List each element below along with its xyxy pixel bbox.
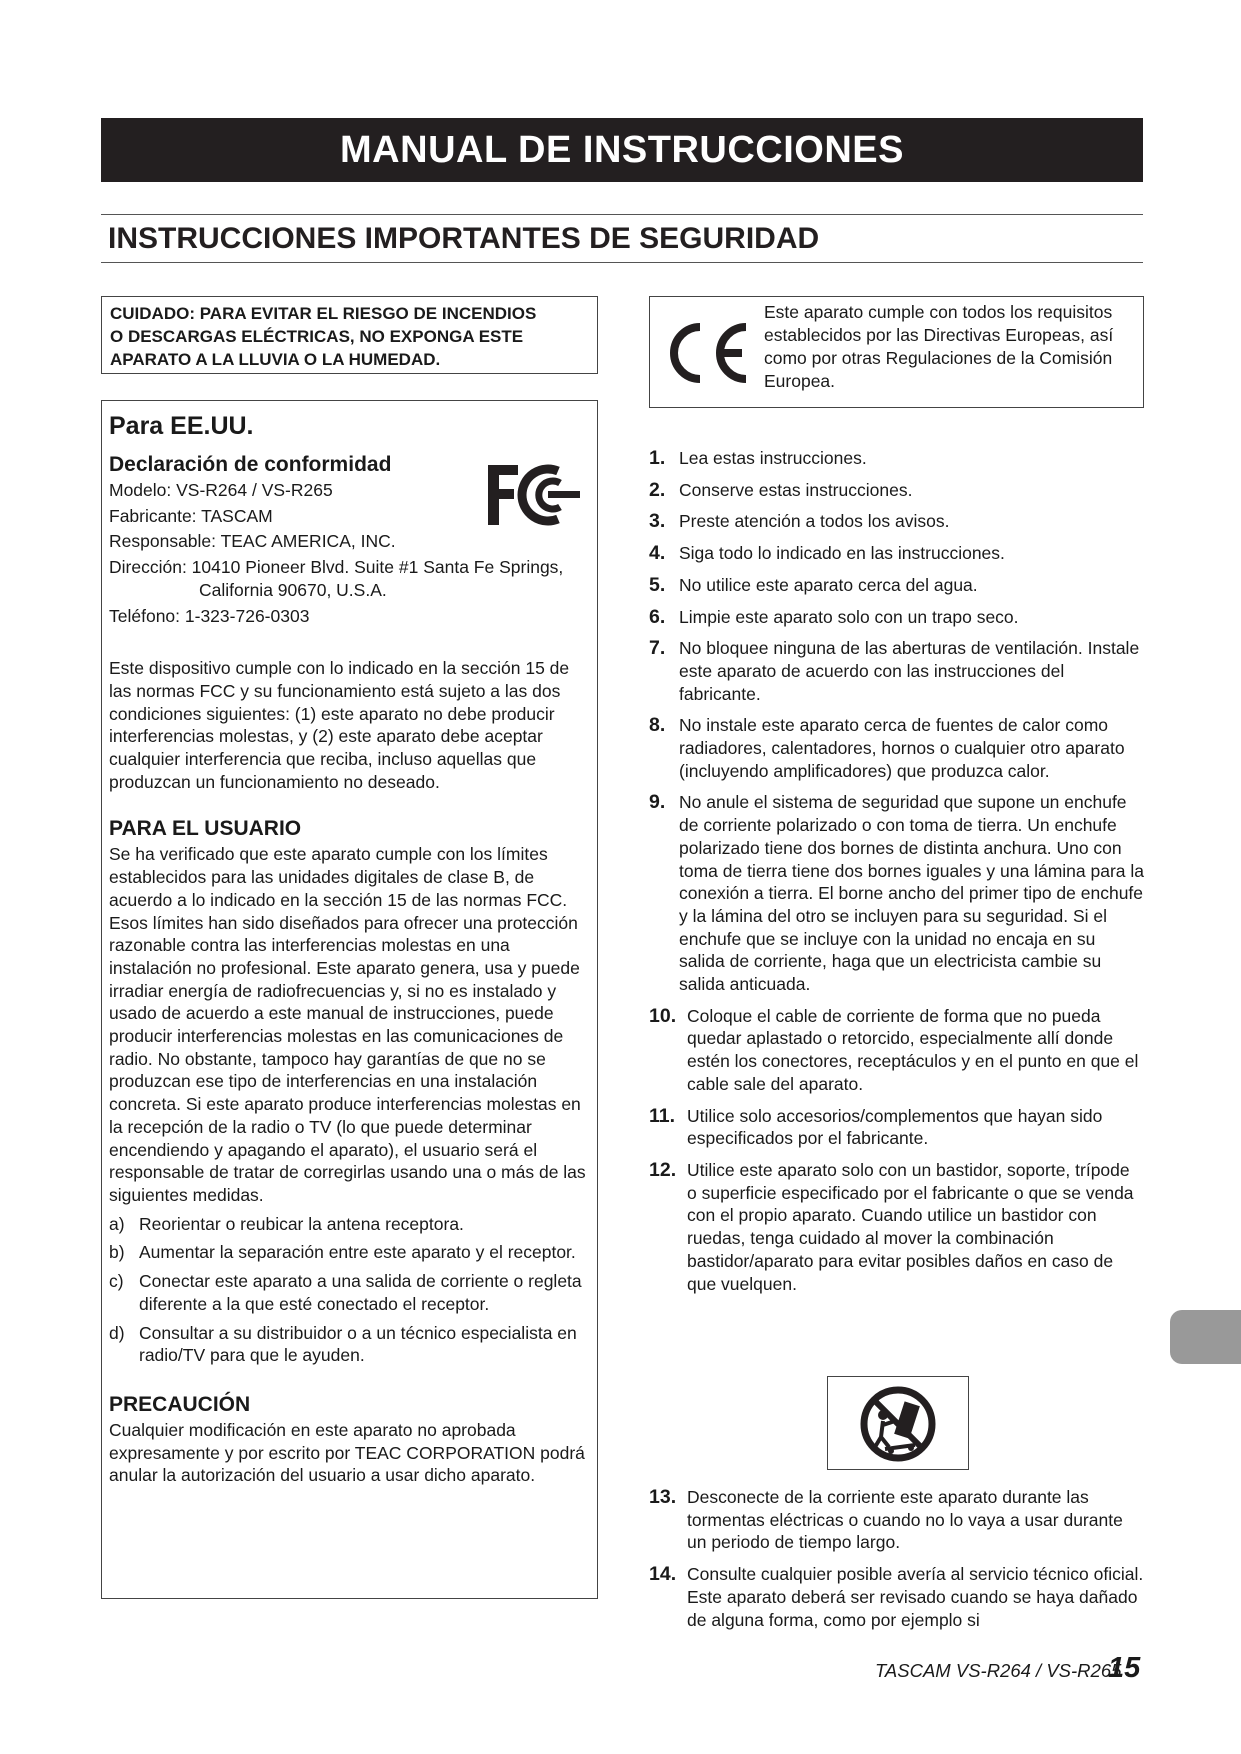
list-item [649,574,1144,597]
manual-title-banner [101,118,1143,182]
list-item [649,1563,1144,1631]
item-number: 5. [649,573,666,596]
item-number: 11. [649,1104,676,1127]
list-item [649,714,1144,782]
list-item [649,447,1144,470]
manual-title: MANUAL DE INSTRUCCIONES [340,128,904,171]
ce-compliance-text: Este aparato cumple con todos los requisitos establecidos por las Directivas Europeas, así como por otras Regulaciones de la Comisión Europea. [764,302,1114,391]
user-paragraph: Se ha verificado que este aparato cumple con los límites establecidos para las unidades digitales de clase B, de acuerdo a lo indicado en la sección 15 de las normas FCC. Esos límites han sido diseñados para ofrecer una protección razonable contra las interferencias molestas en una instalación no profesional. Este aparato genera, usa y puede irradiar energía de radiofrecuencias y, si no es instalado y usado de acuerdo a este manual de instrucciones, puede producir interferencias molestas en las comunicaciones de radio. No obstante, tampoco hay garantías de que no se produzcan ese tipo de interferencias en una instalación concreta. Si este aparato produce interferencias molestas en la recepción de la radio o TV (lo que puede determinar encendiendo y apagando el aparato), el usuario será el responsable de tratar de corregirlas usando una o más de las siguientes medidas. [109,844,586,1205]
warning-line-3: APARATO A LA LLUVIA O LA HUMEDAD. [110,350,441,369]
list-item [649,1159,1144,1295]
item-number: 13. [649,1486,677,1508]
list-item [649,791,1144,995]
item-number: 6. [649,605,666,628]
item-text: Consulte cualquier posible avería al servicio técnico oficial. Este aparato deberá ser revisado cuando se haya dañado de alguna forma, como por ejemplo si [687,1564,1144,1630]
list-item [649,1486,1144,1554]
responsible-line: Responsable: TEAC AMERICA, INC. [109,531,396,552]
item-text: Limpie este aparato solo con un trapo seco. [679,606,1019,627]
measure-text: Reorientar o reubicar la antena receptora. [139,1213,464,1234]
list-item [649,542,1144,565]
user-heading: PARA EL USUARIO [109,817,302,841]
fcc-paragraph: Este dispositivo cumple con lo indicado en la sección 15 de las normas FCC y su funcionamiento está sujeto a las dos condiciones siguientes: (1) este aparato no debe producir interferencias molestas, y (2) este aparato debe aceptar cualquier interferencia que reciba, incluso aquellas que produzcan un funcionamiento no deseado. [109,658,570,792]
language-side-tab [1170,1310,1241,1364]
measure-letter: b) [109,1242,125,1263]
usa-compliance-box [101,400,598,1599]
address-line-1: Dirección: 10410 Pioneer Blvd. Suite #1 Santa Fe Springs, [109,557,564,578]
caution-heading: PRECAUCIÓN [109,1392,251,1416]
safety-instructions-list-continued [649,1486,1144,1631]
fcc-logo-icon [486,461,582,529]
item-text: Conserve estas instrucciones. [679,479,913,500]
section-title: INSTRUCCIONES IMPORTANTES DE SEGURIDAD [108,222,820,255]
item-text: No anule el sistema de seguridad que supone un enchufe de corriente polarizado o con toma de tierra. Un enchufe polarizado tiene dos bornes de distinta anchura. Uno con toma de tierra tiene dos bornes iguales y una lámina para la conexión a tierra. El borne ancho del primer tipo de enchufe y la lámina del otro se incluyen para su seguridad. Si el enchufe que se incluye con la unidad no encaja en su salida de corriente, haga que un electricista cambie su salida anticuada. [679,792,1144,995]
item-number: 7. [649,637,666,660]
item-number: 2. [649,478,666,501]
list-item [649,479,1144,502]
list-item [649,1105,1144,1150]
cart-tip-warning-icon [853,1385,943,1463]
page-number: 15 [1108,1652,1141,1684]
list-item [649,1005,1144,1096]
item-text: Utilice solo accesorios/complementos que hayan sido especificados por el fabricante. [687,1105,1103,1149]
measure-text: Conectar este aparato a una salida de corriente o regleta diferente a la que esté conectado el receptor. [139,1271,582,1314]
measure-item [109,1322,592,1367]
item-text: No instale este aparato cerca de fuentes de calor como radiadores, calentadores, hornos o cualquier otro aparato (incluyendo amplificadores) que produzca calor. [679,715,1125,781]
item-text: Siga todo lo indicado en las instrucciones. [679,543,1005,564]
phone-line: Teléfono: 1-323-726-0303 [109,605,310,626]
measure-letter: c) [109,1271,124,1292]
list-item [649,606,1144,629]
list-item [649,510,1144,533]
item-number: 10. [649,1004,677,1027]
item-text: Preste atención a todos los avisos. [679,511,950,532]
manufacturer-line: Fabricante: TASCAM [109,505,273,526]
list-item [649,637,1144,705]
declaration-heading: Declaración de conformidad [109,453,392,476]
item-text: Lea estas instrucciones. [679,448,867,468]
item-number: 3. [649,510,666,533]
measure-item [109,1241,592,1264]
item-number: 8. [649,714,666,737]
item-text: No bloquee ninguna de las aberturas de ventilación. Instale este aparato de acuerdo con las instrucciones del fabricante. [679,638,1140,704]
measure-letter: a) [109,1213,125,1234]
warning-line-1: CUIDADO: PARA EVITAR EL RIESGO DE INCENDIOS [110,304,537,323]
ce-compliance-box [649,296,1144,408]
item-text: Desconecte de la corriente este aparato durante las tormentas eléctricas o cuando no lo vaya a usar durante un periodo de tiempo largo. [687,1487,1123,1553]
item-number: 12. [649,1158,677,1181]
section-rule-top [101,214,1143,215]
measure-text: Consultar a su distribuidor o a un técnico especialista en radio/TV para que le ayuden. [139,1322,577,1366]
cart-warning-image [827,1376,969,1470]
item-number: 9. [649,791,666,814]
ce-mark-icon [662,317,752,389]
item-text: Utilice este aparato solo con un bastidor, soporte, trípode o superficie especificado por el fabricante o que se venda con el propio aparato. Cuando utilice un bastidor con ruedas, tenga cuidado al mover la combinación bastidor/aparato para evitar posibles daños en caso de que vuelquen. [687,1159,1134,1294]
measure-item [109,1213,592,1236]
section-rule-bottom [101,262,1143,263]
item-number: 14. [649,1563,677,1586]
safety-instructions-list [649,447,1144,1295]
measure-letter: d) [109,1322,125,1343]
warning-line-2: O DESCARGAS ELÉCTRICAS, NO EXPONGA ESTE [110,327,524,346]
electric-shock-warning-box [101,296,598,374]
usa-title: Para EE.UU. [109,412,254,440]
item-text: No utilice este aparato cerca del agua. [679,574,978,595]
item-number: 1. [649,447,666,469]
footer-model-name: TASCAM VS-R264 / VS-R265 [875,1660,1122,1681]
measure-item [109,1270,592,1315]
measure-text: Aumentar la separación entre este aparato y el receptor. [139,1242,576,1263]
caution-paragraph: Cualquier modificación en este aparato no aprobada expresamente y por escrito por TEAC CORPORATION podrá anular la autorización del usuario a usar dicho aparato. [109,1419,585,1486]
item-text: Coloque el cable de corriente de forma que no pueda quedar aplastado o retorcido, especialmente allí donde estén los conectores, receptáculos y en el punto en que el cable sale del aparato. [687,1005,1139,1094]
address-line-2: California 90670, U.S.A. [199,579,387,600]
model-line: Modelo: VS-R264 / VS-R265 [109,480,333,500]
item-number: 4. [649,542,666,565]
